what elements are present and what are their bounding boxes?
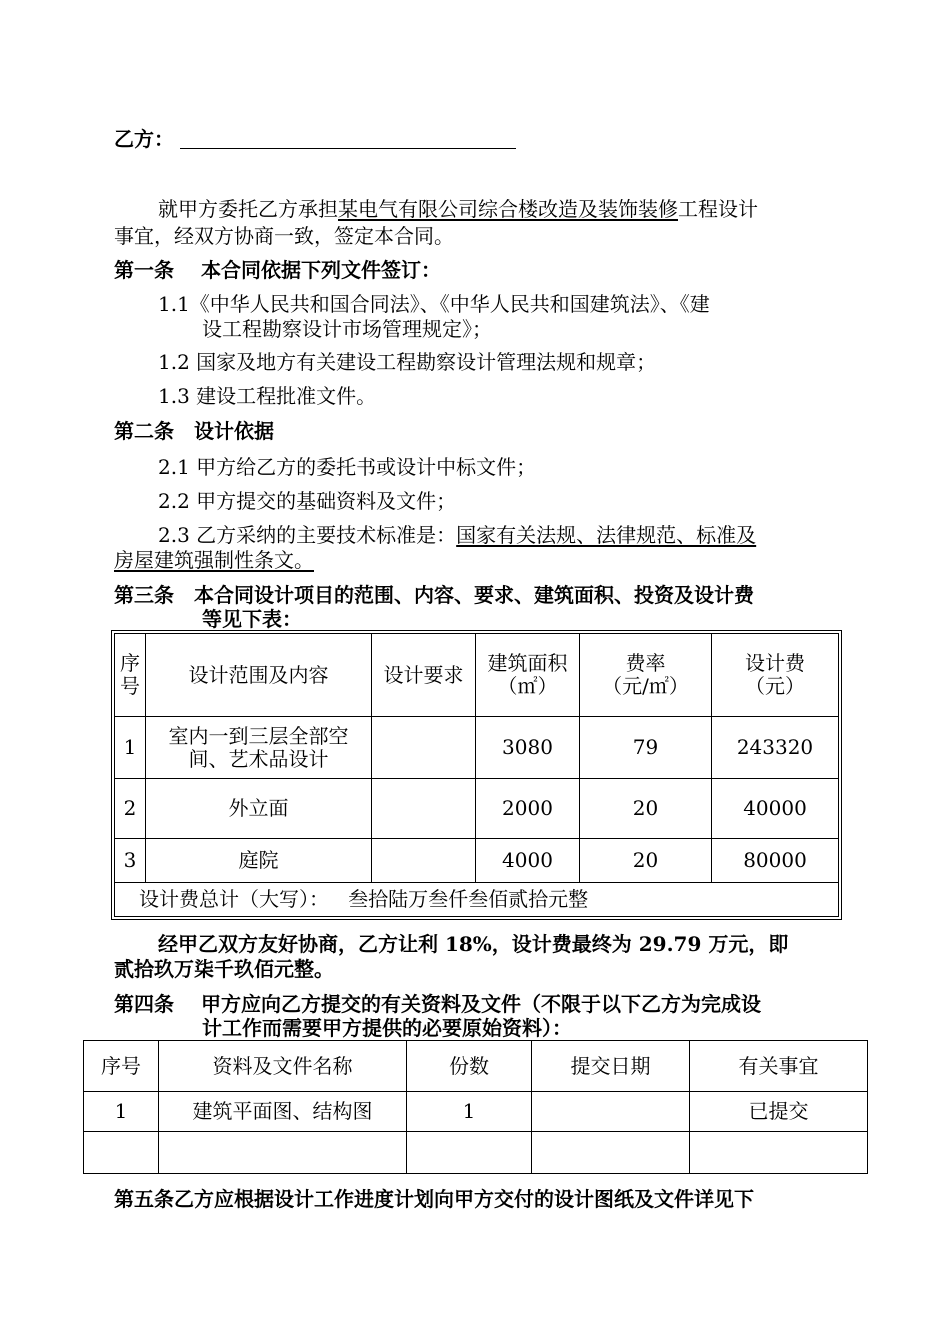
cell-document-name — [159, 1132, 407, 1174]
header-no: 序 号 — [115, 634, 146, 717]
table-total-row — [115, 883, 839, 917]
cell-area: 3080 — [476, 717, 580, 779]
cell-requirement — [372, 779, 476, 839]
intro-line2: 事宜，经双方协商一致，签定本合同。 — [114, 224, 454, 248]
table-row — [84, 1132, 868, 1174]
intro-line1 — [158, 197, 758, 221]
cell-requirement — [372, 717, 476, 779]
article1-title: 第一条 本合同依据下列文件签订： — [114, 258, 441, 282]
total-value: 叁拾陆万叁仟叁佰贰拾元整 — [348, 887, 589, 911]
cell-no: 3 — [115, 839, 146, 883]
article2-item2: 2.2 甲方提交的基础资料及文件； — [158, 489, 457, 513]
intro-suffix: 工程设计 — [678, 197, 758, 221]
discount-line1: 经甲乙双方友好协商，乙方让利 18%，设计费最终为 29.79 万元，即 — [158, 932, 789, 956]
header-no: 序号 — [84, 1041, 159, 1092]
cell-scope: 外立面 — [146, 779, 372, 839]
header-fee: 设计费 （元） — [712, 634, 839, 717]
cell-notes: 已提交 — [690, 1092, 868, 1132]
header-document-name: 资料及文件名称 — [159, 1041, 407, 1092]
article3-title-line2: 等见下表： — [202, 607, 302, 631]
article3-title-line1: 第三条 本合同设计项目的范围、内容、要求、建筑面积、投资及设计费 — [114, 583, 754, 607]
article5-title-line1: 第五条乙方应根据设计工作进度计划向甲方交付的设计图纸及文件详见下 — [114, 1187, 754, 1211]
header-rate: 费率 （元/㎡） — [580, 634, 712, 717]
header-submit-date: 提交日期 — [532, 1041, 690, 1092]
intro-project-name: 某电气有限公司综合楼改造及装饰装修 — [338, 197, 678, 221]
materials-table — [83, 1040, 868, 1174]
article2-title: 第二条 设计依据 — [114, 419, 274, 443]
cell-notes — [690, 1132, 868, 1174]
article1-item1-line2: 设工程勘察设计市场管理规定》； — [202, 317, 492, 341]
cell-document-name: 建筑平面图、结构图 — [159, 1092, 407, 1132]
table-row — [115, 717, 839, 779]
cell-no: 2 — [115, 779, 146, 839]
cell-area: 2000 — [476, 779, 580, 839]
cell-fee: 40000 — [712, 779, 839, 839]
table-row — [115, 779, 839, 839]
cell-fee: 80000 — [712, 839, 839, 883]
cell-no: 1 — [84, 1092, 159, 1132]
table-header-row — [84, 1041, 868, 1092]
article1-item3: 1.3 建设工程批准文件。 — [158, 384, 377, 408]
intro-prefix: 就甲方委托乙方承担 — [158, 197, 338, 221]
header-notes: 有关事宜 — [690, 1041, 868, 1092]
article2-item3-prefix: 2.3 乙方采纳的主要技术标准是： — [158, 523, 457, 547]
header-area: 建筑面积 （㎡） — [476, 634, 580, 717]
cell-area: 4000 — [476, 839, 580, 883]
cell-requirement — [372, 839, 476, 883]
header-requirement: 设计要求 — [372, 634, 476, 717]
cell-copies: 1 — [407, 1092, 532, 1132]
table-row — [84, 1092, 868, 1132]
article4-title-line1: 第四条 甲方应向乙方提交的有关资料及文件（不限于以下乙方为完成设 — [114, 992, 761, 1016]
article2-item3-line1 — [158, 523, 756, 547]
cell-rate: 79 — [580, 717, 712, 779]
table-header-row — [115, 634, 839, 717]
cell-fee: 243320 — [712, 717, 839, 779]
table-row — [115, 839, 839, 883]
article1-item1-line1: 1.1《中华人民共和国合同法》、《中华人民共和国建筑法》、《建 — [158, 292, 710, 316]
cell-rate: 20 — [580, 839, 712, 883]
header-copies: 份数 — [407, 1041, 532, 1092]
cell-no — [84, 1132, 159, 1174]
cell-submit-date — [532, 1092, 690, 1132]
cell-scope: 庭院 — [146, 839, 372, 883]
cell-copies — [407, 1132, 532, 1174]
total-cell — [115, 883, 839, 917]
discount-line2: 贰拾玖万柒千玖佰元整。 — [114, 957, 334, 981]
party-b-label: 乙方： — [114, 127, 174, 151]
design-fee-table — [114, 633, 839, 917]
article4-title-line2: 计工作而需要甲方提供的必要原始资料）： — [202, 1016, 572, 1040]
article2-item1: 2.1 甲方给乙方的委托书或设计中标文件； — [158, 455, 537, 479]
article1-item2: 1.2 国家及地方有关建设工程勘察设计管理法规和规章； — [158, 350, 657, 374]
cell-scope: 室内一到三层全部空 间、艺术品设计 — [146, 717, 372, 779]
party-b-signature-line — [180, 148, 516, 149]
cell-submit-date — [532, 1132, 690, 1174]
cell-no: 1 — [115, 717, 146, 779]
article2-item3-standards: 国家有关法规、法律规范、标准及 — [456, 523, 757, 547]
article2-item3-line2: 房屋建筑强制性条文。 — [114, 548, 314, 572]
cell-rate: 20 — [580, 779, 712, 839]
total-label: 设计费总计（大写）： — [139, 887, 329, 911]
header-scope: 设计范围及内容 — [146, 634, 372, 717]
